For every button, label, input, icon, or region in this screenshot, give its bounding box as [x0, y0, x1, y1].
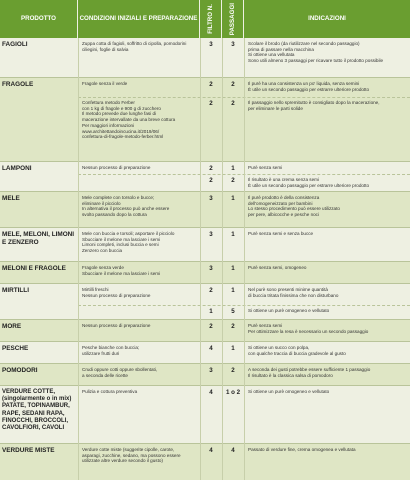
passes-number: 5 [231, 308, 235, 315]
passes-number: 1 [231, 265, 235, 272]
filter-number: 3 [209, 195, 213, 202]
indications-text: Il purè prodotto è della consistenza dell'omogeneizzato per bambini Lo stesso procedimento può essere utilizzato per pere, albicocche e pesche noci [248, 195, 340, 218]
filter-number: 4 [209, 345, 213, 352]
filter-number: 2 [209, 81, 213, 88]
indications-text: Si ottiene un purè omogeneo e vellutato [248, 308, 330, 313]
conditions-text: Pulizia e cottura preventiva [82, 389, 138, 394]
indications-text: Scolare il brodo (da riutilizzare nel secondo passaggio) prima di passare nella macchina Si ottiene una vellutata Sono utili almeno 3 passaggi per ricavare tutto il prodotto possibile [248, 41, 384, 64]
table-row [0, 364, 410, 386]
table-row [0, 162, 410, 192]
conditions-text: Zuppa cotta di fagioli, soffritto di cipolla, pomodorini ciliegini, foglie di salvia [82, 41, 187, 52]
conditions-text: Mele con buccia e torsoli; asportare il picciolo Sbucciare il melone ma lasciare i semi Limoni completi, inclusi buccia e semi Zenzero con buccia [82, 231, 175, 254]
product-name: MIRTILLI [2, 287, 29, 294]
conditions-text: Nessun processo di preparazione [82, 323, 151, 328]
table-row [0, 228, 410, 262]
filter-number: 2 [209, 287, 213, 294]
passes-number: 1 [231, 287, 235, 294]
conditions-text: Pesche bianche con buccia; utilizzare frutti duri [82, 345, 140, 356]
indications-text: Nel purè sono presenti minime quantità di buccia tritata finissima che non disturbano [248, 287, 339, 298]
table-row [0, 386, 410, 444]
filter-number: 2 [209, 165, 213, 172]
filter-number: 4 [209, 447, 213, 454]
indications-text: Passato di verdure fine, crema omogenea e vellutata [248, 447, 356, 452]
column-divider [78, 38, 79, 480]
product-name: MELONI E FRAGOLE [2, 265, 66, 272]
passes-number: 1 [231, 345, 235, 352]
conditions-text: Verdure cotte miste (suggerite cipolle, carote, asparagi, zucchine, sedano, ma possono essere utilizzate altre verdure secondo il gusto) [82, 447, 181, 464]
indications-text: Il passaggio nello spremitutto è consigliato dopo la macerazione, per eliminare le parti solide [248, 100, 380, 111]
header-indicazioni: INDICAZIONI [308, 15, 346, 23]
table-header [0, 0, 410, 38]
filter-number: 2 [209, 323, 213, 330]
product-name: FRAGOLE [2, 81, 34, 88]
product-name: VERDURE MISTE [2, 447, 55, 454]
header-passaggi-cell [222, 0, 244, 38]
table-row [0, 192, 410, 228]
passes-number: 2 [231, 177, 235, 184]
header-passaggi: PASSAGGI [228, 2, 236, 36]
table-row [0, 342, 410, 364]
filter-number: 2 [209, 177, 213, 184]
indications-text: Purè senza semi [248, 165, 283, 170]
indications-text: Si ottiene un succo con polpa, con qualche traccia di buccia gradevole al gusto [248, 345, 346, 356]
product-name: POMODORI [2, 367, 38, 374]
table-row [0, 444, 410, 480]
table-row [0, 78, 410, 162]
indications-text: A seconda dei gusti potrebbe essere sufficiente 1 passaggio Il risultato è la classica salsa di pomodoro [248, 367, 371, 378]
passes-number: 2 [231, 367, 235, 374]
filter-number: 2 [209, 100, 213, 107]
filter-number: 3 [209, 231, 213, 238]
passes-number: 1 [231, 231, 235, 238]
column-divider [200, 38, 201, 480]
product-name: VERDURE COTTE, (singolarmente o in mix) PATATE, TOPINAMBUR, RAPE, SEDANI RAPA, FINOCCHI, BROCCOLI, CAVOLFIORI, CAVOLI [2, 389, 72, 431]
conditions-text: Mirtilli freschi Nessun processo di preparazione [82, 287, 151, 298]
filter-number: 3 [209, 41, 213, 48]
conditions-text: Mele complete con torsolo e bucce; eliminare il picciolo In alternativa il processo può anche essere svolto passando dopo la cottura [82, 195, 170, 218]
product-name: MELE, MELONI, LIMONI E ZENZERO [2, 231, 75, 246]
filter-number: 3 [209, 367, 213, 374]
table-row [0, 38, 410, 78]
passes-number: 4 [231, 447, 235, 454]
product-name: FAGIOLI [2, 41, 28, 48]
column-divider [244, 38, 245, 480]
passes-number: 2 [231, 81, 235, 88]
product-name: LAMPONI [2, 165, 32, 172]
conditions-text: Nessun processo di preparazione [82, 165, 151, 170]
table-row [0, 262, 410, 284]
passes-number: 2 [231, 323, 235, 330]
table-row [0, 320, 410, 342]
passes-number: 3 [231, 41, 235, 48]
conditions-text: Crudi oppure cotti oppure sbollentati, a seconda delle ricette [82, 367, 158, 378]
indications-text: Il purè ha una consistenza un po' liquida, senza semini È utile un secondo passaggio per estrarre ulteriore prodotto [248, 81, 370, 92]
passes-number: 1 [231, 195, 235, 202]
product-name: MORE [2, 323, 22, 330]
product-name: PESCHE [2, 345, 29, 352]
indications-text: Purè senza semi, omogeneo [248, 265, 307, 270]
header-filtro-cell [200, 0, 222, 38]
header-filtro: FILTRO N. [206, 4, 214, 34]
indications-text: Purè senza semi Per ottimizzare la resa è necessario un secondo passaggio [248, 323, 369, 334]
indications-text: Si ottiene un purè omogeneo e vellutato [248, 389, 330, 394]
passes-number: 1 o 2 [225, 389, 241, 396]
indications-text: Il risultato è una crema senza semi È utile un secondo passaggio per estrarre ulteriore prodotto [248, 177, 370, 188]
header-condizioni: CONDIZIONI INIZIALI E PREPARAZIONE [78, 0, 200, 38]
filter-number: 1 [209, 308, 213, 315]
indications-text: Purè senza semi e senza bucce [248, 231, 314, 236]
conditions-text: Fragole senza verde Sbucciare il melone ma lasciare i semi [82, 265, 161, 276]
conditions-text: Fragole senza il verde [82, 81, 128, 86]
passes-number: 1 [231, 165, 235, 172]
filter-number: 3 [209, 265, 213, 272]
passes-number: 2 [231, 100, 235, 107]
table-row [0, 284, 410, 320]
conditions-text: Confettura metodo Ferber con 1 kg di fragole e 900 g di zucchero Il metodo prevede due lunghe fasi di macerazione intervallate da una breve cottura Per maggiori informazioni www.architettandoincucina.it/2019/06/ confettura-di-fragole-metodo-ferber.html [82, 100, 176, 140]
column-divider [222, 38, 223, 480]
product-name: MELE [2, 195, 20, 202]
filter-number: 4 [209, 389, 213, 396]
header-prodotto: PRODOTTO [0, 0, 78, 38]
